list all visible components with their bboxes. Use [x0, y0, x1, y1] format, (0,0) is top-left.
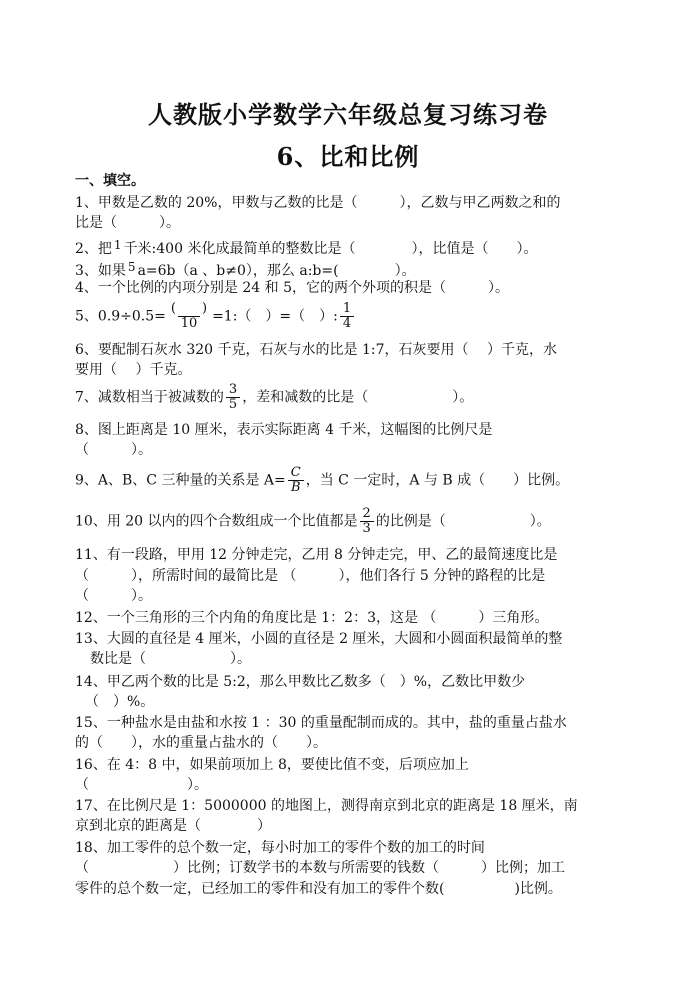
question-13-line-2: 数比是（ ）。: [90, 651, 251, 667]
question-8-line-2: （ ）。: [75, 442, 152, 458]
question-17-line-1: 17、在比例尺是 1：5000000 的地图上，测得南京到北京的距离是 18 厘米，南: [75, 798, 578, 814]
question-11-line-2: （ ），所需时间的最简比是 （ ），他们各行 5 分钟的路程的比是: [75, 568, 546, 584]
fraction: $\frac{3}{5}$: [226, 383, 240, 412]
question-11-line-1: 11、有一段路，甲用 12 分钟走完，乙用 8 分钟走完，甲、乙的最简速度比是: [75, 547, 558, 563]
question-3: 3、如果 5 a=6b（a 、b≠0），那么 a:b=( ）。: [75, 260, 416, 279]
question-6-line-2: 要用（ ）千克。: [75, 362, 192, 378]
question-12: 12、一个三角形的三个内角的角度比是 1：2：3，这是 （ ）三角形。: [75, 610, 549, 626]
question-1-line-2: 比是（ ）。: [75, 215, 180, 231]
question-14-line-1: 14、甲乙两个数的比是 5:2，那么甲数比乙数多（ ）%，乙数比甲数少: [75, 674, 526, 690]
question-15-line-1: 15、一种盐水是由盐和水按 1 ：30 的重量配制而成的。其中，盐的重量占盐水: [75, 715, 567, 731]
question-11-line-3: （ ）。: [75, 588, 152, 604]
question-8-line-1: 8、图上距离是 10 厘米，表示实际距离 4 千米，这幅图的比例尺是: [75, 422, 493, 438]
question-18-line-2: （ ）比例；订数学书的本数与所需要的钱数（ ）比例；加工: [75, 860, 565, 876]
question-18-line-3: 零件的总个数一定，已经加工的零件和没有加工的零件个数( )比例。: [75, 881, 562, 897]
question-7: 7、减数相当于被减数的 $\frac{3}{5}$ ，差和减数的比是（ ）。: [75, 382, 474, 412]
question-5: 5、0.9÷0.5= $\frac{( )}{10}$ =1:（ ）=（ ）: $\frac{1}{4}$: [75, 302, 625, 331]
question-13-line-1: 13、大圆的直径是 4 厘米，小圆的直径是 2 厘米，大圆和小圆面积最简单的整: [75, 631, 563, 647]
question-9: 9、A、B、C 三种量的关系是 A= $\frac{C}{B}$ ，当 C 一定时，A 与 B 成（ ）比例。: [75, 465, 570, 495]
question-15-line-2: 的（ ），水的重量占盐水的（ ）。: [75, 735, 327, 751]
question-10: 10、用 20 以内的四个合数组成一个比值都是 $\frac{2}{3}$ 的比例是（ ）。: [75, 506, 551, 536]
page-subtitle: 6、比和比例: [276, 142, 420, 171]
fraction: $\frac{C}{B}$: [288, 466, 304, 495]
question-16-line-1: 16、在 4：8 中，如果前项加上 8，要使比值不变，后项应加上: [75, 757, 469, 773]
question-17-line-2: 京到北京的距离是（ ）: [75, 818, 271, 834]
fraction: $\frac{2}{3}$: [360, 507, 374, 536]
question-4: 4、一个比例的内项分别是 24 和 5，它的两个外项的积是（ ）。: [75, 280, 509, 296]
section-heading: 一、填空。: [75, 173, 145, 189]
question-16-line-2: （ ）。: [75, 777, 208, 793]
question-18-line-1: 18、加工零件的总个数一定，每小时加工的零件个数的加工的时间: [75, 840, 485, 856]
page-title: 人教版小学数学六年级总复习练习卷: [148, 100, 548, 129]
question-14-line-2: （ ）%。: [85, 694, 155, 710]
question-1-line-1: 1、甲数是乙数的 20%，甲数与乙数的比是（ ），乙数与甲乙两数之和的: [75, 195, 561, 211]
fraction: $\frac{( )}{10}$: [170, 301, 208, 331]
question-2: 2、把 1 千米:400 米化成最简单的整数比是（ ），比值是（ ）。: [75, 238, 538, 257]
fraction: $\frac{1}{4}$: [340, 302, 354, 331]
question-6-line-1: 6、要配制石灰水 320 千克，石灰与水的比是 1:7，石灰要用（ ）千克，水: [75, 342, 557, 358]
